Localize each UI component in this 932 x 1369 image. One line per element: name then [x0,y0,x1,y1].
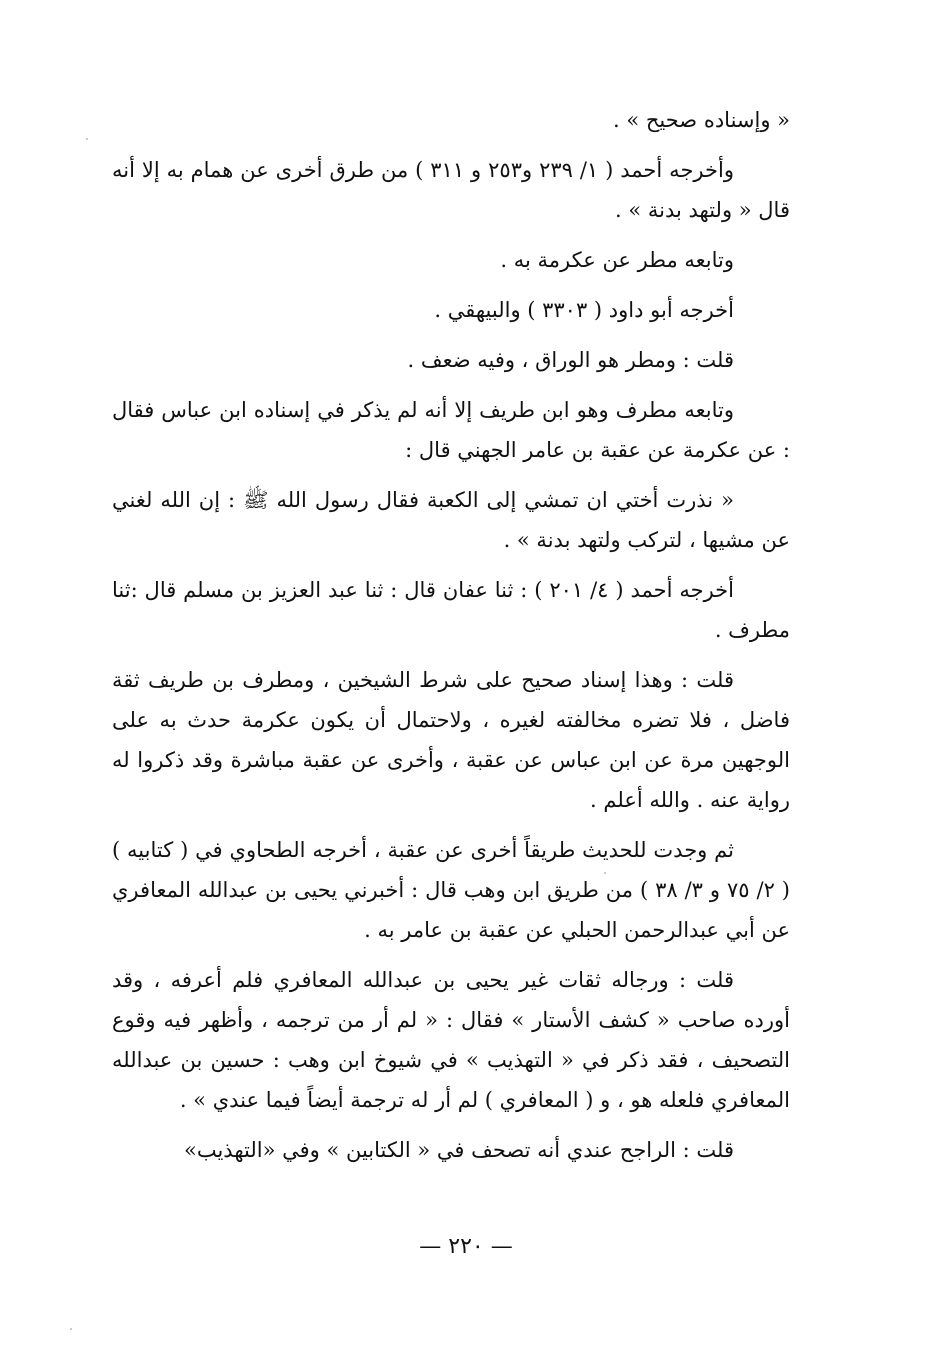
paragraph-2: وأخرجه أحمد ( ١/ ٢٣٩ و٢٥٣ و ٣١١ ) من طرق أخرى عن همام به إلا أنه قال « ولتهد بدنة » . [112,158,790,222]
paragraph-9: قلت : وهذا إسناد صحيح على شرط الشيخين ، ومطرف بن طريف ثقة فاضل ، فلا تضره مخالفته لغيره ، ولاحتمال أن يكون عكرمة حدث به على الوجهين مرة عن ابن عباس عن عقبة ، وأخرى عن عقبة مباشرة وقد ذكروا له رواية عنه . والله أعلم . [112,668,790,812]
paragraph-4: أخرجه أبو داود ( ٣٣٠٣ ) والبيهقي . [434,298,734,322]
paragraph-5: قلت : ومطر هو الوراق ، وفيه ضعف . [407,348,734,372]
scan-speck [70,1328,72,1330]
paragraph-11: قلت : ورجاله ثقات غير يحيى بن عبدالله المعافري فلم أعرفه ، وقد أورده صاحب « كشف الأستار » فقال : « لم أر من ترجمه ، وأظهر فيه وقوع التصحيف ، فقد ذكر في « التهذيب » في شيوخ ابن وهب : حسين بن عبدالله المعافري فلعله هو ، و ( المعافري ) لم أر له ترجمة أيضاً فيما عندي » . [112,968,790,1112]
scan-speck [86,138,88,140]
paragraph-1: « وإسناده صحيح » . [612,108,790,132]
paragraph-8: أخرجه أحمد ( ٤/ ٢٠١ ) : ثنا عفان قال : ثنا عبد العزيز بن مسلم قال :ثنا مطرف . [112,578,790,642]
paragraph-12: قلت : الراجح عندي أنه تصحف في « الكتابين » وفي «التهذيب» [183,1138,734,1162]
paragraph-10: ثم وجدت للحديث طريقاً أخرى عن عقبة ، أخرجه الطحاوي في ( كتابيه ) ( ٢/ ٧٥ و ٣/ ٣٨ ) من طريق ابن وهب قال : أخبرني يحيى بن عبدالله المعافري عن أبي عبدالرحمن الحبلي عن عقبة بن عامر به . [112,838,790,942]
paragraph-3: وتابعه مطر عن عكرمة به . [500,248,734,272]
paragraph-7: « نذرت أختي ان تمشي إلى الكعبة فقال رسول الله ﷺ : إن الله لغني عن مشيها ، لتركب ولتهد بدنة » . [112,488,790,552]
paragraph-6: وتابعه مطرف وهو ابن طريف إلا أنه لم يذكر في إسناده ابن عباس فقال : عن عكرمة عن عقبة بن عامر الجهني قال : [112,398,790,462]
scan-speck [604,872,606,874]
page-number: — ٢٢٠ — [419,1234,513,1259]
page-body-text [112,100,790,1180]
